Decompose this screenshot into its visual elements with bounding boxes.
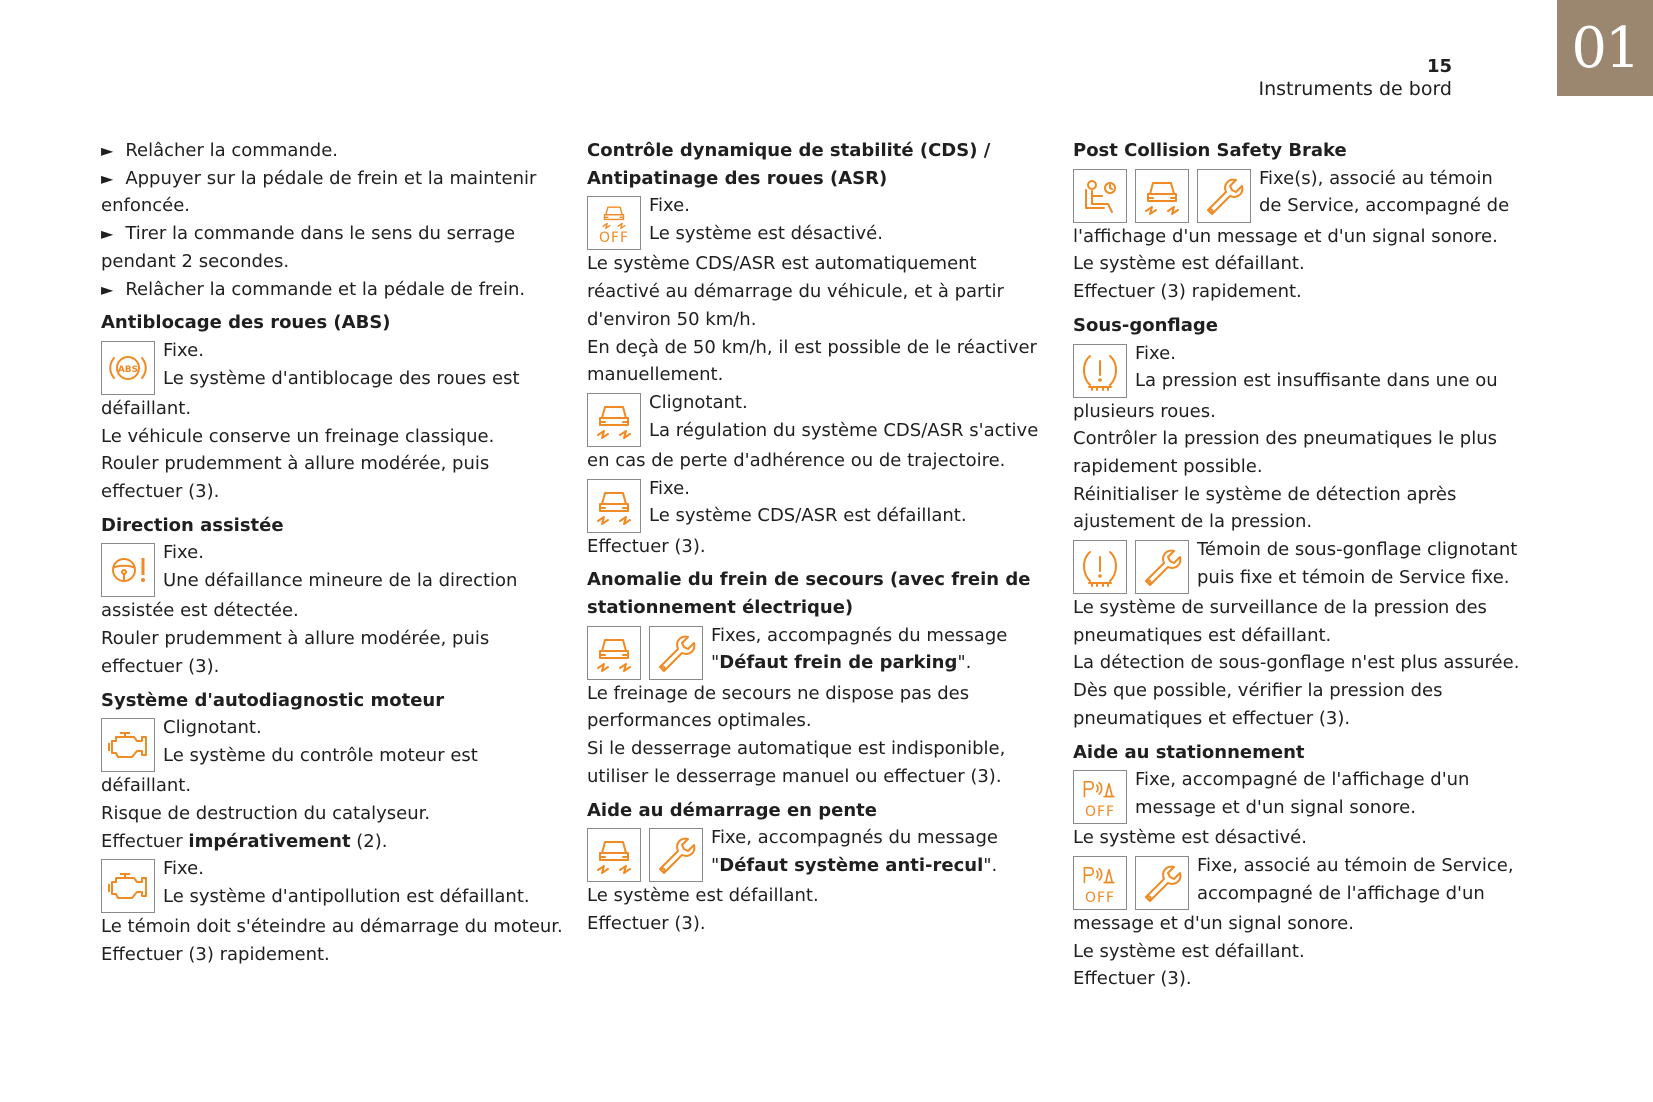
heading-parking-aid: Aide au stationnement — [1073, 741, 1305, 763]
engine-text: Risque de destruction du catalyseur. — [101, 802, 431, 824]
car-skid-icon — [1135, 169, 1189, 223]
steering-status: Fixe. — [163, 542, 204, 564]
cds-text: d'environ 50 km/h. — [587, 308, 757, 330]
heading-tyre: Sous-gonflage — [1073, 314, 1218, 336]
bullet-item: ► Tirer la commande dans le sens du serrage — [101, 220, 571, 248]
hill-start-entry — [587, 824, 1057, 882]
heading-pcsb: Post Collision Safety Brake — [1073, 140, 1347, 161]
off-label: OFF — [1084, 804, 1116, 821]
section-title: Instruments de bord — [1258, 78, 1452, 100]
bullet-continuation: pendant 2 secondes. — [101, 250, 290, 272]
hill-start-status: Fixe, accompagnés du message — [711, 827, 998, 849]
tyre-status: Témoin de sous-gonflage clignotant — [1197, 539, 1518, 561]
parking-aid-text: Effectuer (3). — [1073, 968, 1192, 990]
heading-parking-brake: Anomalie du frein de secours (avec frein de — [587, 569, 1031, 591]
parking-brake-text: utiliser le desserrage manuel ou effectuer (3). — [587, 765, 1002, 787]
parking-aid-description: message et d'un signal sonore. — [1135, 796, 1416, 818]
chapter-badge: 01 — [1557, 0, 1653, 96]
car-skid-icon — [587, 393, 641, 447]
pcsb-text: Effectuer (3) rapidement. — [1073, 281, 1302, 303]
hill-start-text: Effectuer (3). — [587, 912, 706, 934]
tyre-text: Contrôler la pression des pneumatiques le plus — [1073, 428, 1497, 450]
tyre-status: Fixe. — [1135, 342, 1176, 364]
engine-entry-flashing — [101, 714, 571, 772]
abs-icon — [101, 341, 155, 395]
heading-parking-brake: stationnement électrique) — [587, 597, 854, 619]
cds-off-icon — [587, 196, 641, 250]
abs-entry — [101, 337, 571, 395]
column-3 — [1073, 137, 1543, 993]
engine-text: Effectuer impérativement (2). — [101, 830, 388, 852]
parking-sensor-off-icon — [1073, 770, 1127, 824]
wrench-icon — [1135, 856, 1189, 910]
tyre-pressure-icon — [1073, 344, 1127, 398]
tyre-text: Dès que possible, vérifier la pression des — [1073, 680, 1443, 702]
column-1 — [101, 137, 571, 969]
cds-entry-flashing — [587, 389, 1057, 447]
engine-icon — [101, 859, 155, 913]
parking-aid-status: Fixe, accompagné de l'affichage d'un — [1135, 769, 1470, 791]
tyre-text: pneumatiques est défaillant. — [1073, 624, 1332, 646]
cds-description: Le système est désactivé. — [649, 223, 883, 245]
tyre-text: Le système de surveillance de la pression des — [1073, 597, 1487, 619]
svg-text:ABS: ABS — [117, 364, 139, 375]
off-label: OFF — [1084, 889, 1116, 906]
tyre-entry-fixed — [1073, 340, 1543, 398]
heading-steering: Direction assistée — [101, 514, 284, 536]
off-label: OFF — [598, 230, 630, 247]
car-skid-icon — [587, 479, 641, 533]
wrench-icon — [649, 828, 703, 882]
steering-text: Rouler prudemment à allure modérée, puis — [101, 628, 490, 650]
engine-icon — [101, 718, 155, 772]
parking-aid-text: Le système est défaillant. — [1073, 940, 1305, 962]
abs-text: effectuer (3). — [101, 481, 220, 503]
pcsb-text: l'affichage d'un message et d'un signal sonore. — [1073, 225, 1498, 247]
cds-status: Clignotant. — [649, 391, 748, 413]
bullet-item: ► Relâcher la commande et la pédale de frein. — [101, 276, 571, 304]
tyre-text: Réinitialiser le système de détection après — [1073, 483, 1457, 505]
parking-brake-message: "Défaut frein de parking". — [711, 652, 972, 674]
steering-description: Une défaillance mineure de la direction — [163, 570, 518, 592]
steering-text: effectuer (3). — [101, 655, 220, 677]
steering-warning-icon — [101, 543, 155, 597]
engine-status: Fixe. — [163, 858, 204, 880]
parking-brake-status: Fixes, accompagnés du message — [711, 624, 1008, 646]
car-skid-icon — [587, 828, 641, 882]
parking-aid-description: accompagné de l'affichage d'un — [1197, 882, 1485, 904]
engine-description: Le système d'antipollution est défaillant. — [163, 886, 530, 908]
bullet-item: ► Relâcher la commande. — [101, 137, 571, 165]
heading-cds: Antipatinage des roues (ASR) — [587, 167, 888, 189]
parking-aid-entry-off — [1073, 766, 1543, 824]
heading-engine: Système d'autodiagnostic moteur — [101, 689, 445, 711]
wrench-icon — [1197, 169, 1251, 223]
tyre-text: La détection de sous-gonflage n'est plus assurée. — [1073, 652, 1520, 674]
cds-status: Fixe. — [649, 477, 690, 499]
tyre-description: La pression est insuffisante dans une ou — [1135, 370, 1498, 392]
abs-text: Rouler prudemment à allure modérée, puis — [101, 453, 490, 475]
cds-entry-fixed — [587, 475, 1057, 533]
engine-text: défaillant. — [101, 775, 192, 797]
cds-text: manuellement. — [587, 364, 724, 386]
cds-text: Effectuer (3). — [587, 535, 706, 557]
parking-brake-entry — [587, 622, 1057, 680]
cds-text: en cas de perte d'adhérence ou de trajectoire. — [587, 449, 1006, 471]
page-number: 15 — [1426, 56, 1452, 77]
pcsb-entry — [1073, 165, 1543, 223]
cds-description: Le système CDS/ASR est défaillant. — [649, 505, 967, 527]
parking-brake-text: Le freinage de secours ne dispose pas des — [587, 682, 970, 704]
cds-text: Le système CDS/ASR est automatiquement — [587, 253, 977, 275]
hill-start-message: "Défaut système anti-recul". — [711, 854, 998, 876]
parking-sensor-off-icon — [1073, 856, 1127, 910]
heading-abs: Antiblocage des roues (ABS) — [101, 312, 391, 334]
tyre-text: pneumatiques et effectuer (3). — [1073, 707, 1351, 729]
seat-person-icon — [1073, 169, 1127, 223]
abs-text: défaillant. — [101, 397, 192, 419]
wrench-icon — [649, 626, 703, 680]
engine-description: Le système du contrôle moteur est — [163, 744, 478, 766]
pcsb-text: Le système est défaillant. — [1073, 253, 1305, 275]
abs-status: Fixe. — [163, 339, 204, 361]
tyre-entry-flashing — [1073, 536, 1543, 594]
pcsb-status: Fixe(s), associé au témoin — [1259, 167, 1493, 189]
cds-text: réactivé au démarrage du véhicule, et à partir — [587, 281, 1004, 303]
heading-cds: Contrôle dynamique de stabilité (CDS) / — [587, 140, 991, 161]
hill-start-text: Le système est défaillant. — [587, 885, 819, 907]
cds-description: La régulation du système CDS/ASR s'active — [649, 419, 1039, 441]
steering-text: assistée est détectée. — [101, 600, 299, 622]
parking-brake-text: Si le desserrage automatique est indisponible, — [587, 738, 1006, 760]
bullet-item: ► Appuyer sur la pédale de frein et la maintenir — [101, 165, 571, 193]
pcsb-description: de Service, accompagné de — [1259, 195, 1510, 217]
parking-brake-text: performances optimales. — [587, 710, 812, 732]
heading-hill-start: Aide au démarrage en pente — [587, 799, 877, 821]
engine-entry-fixed — [101, 855, 571, 913]
cds-entry-off — [587, 192, 1057, 250]
parking-aid-entry-fault — [1073, 852, 1543, 910]
steering-entry — [101, 539, 571, 597]
tyre-text: ajustement de la pression. — [1073, 511, 1313, 533]
abs-description: Le système d'antiblocage des roues est — [163, 367, 520, 389]
tyre-pressure-icon — [1073, 540, 1127, 594]
engine-text: Le témoin doit s'éteindre au démarrage du moteur. — [101, 916, 563, 938]
car-skid-icon — [587, 626, 641, 680]
tyre-text: rapidement possible. — [1073, 455, 1263, 477]
wrench-icon — [1135, 540, 1189, 594]
cds-text: En deçà de 50 km/h, il est possible de le réactiver — [587, 336, 1037, 358]
tyre-text: plusieurs roues. — [1073, 400, 1216, 422]
abs-text: Le véhicule conserve un freinage classique. — [101, 425, 495, 447]
parking-aid-text: message et d'un signal sonore. — [1073, 912, 1354, 934]
engine-text: Effectuer (3) rapidement. — [101, 944, 330, 966]
engine-status: Clignotant. — [163, 717, 262, 739]
parking-aid-status: Fixe, associé au témoin de Service, — [1197, 854, 1514, 876]
cds-status: Fixe. — [649, 195, 690, 217]
parking-aid-text: Le système est désactivé. — [1073, 827, 1307, 849]
tyre-description: puis fixe et témoin de Service fixe. — [1197, 566, 1510, 588]
bullet-continuation: enfoncée. — [101, 195, 191, 217]
column-2 — [587, 137, 1057, 938]
